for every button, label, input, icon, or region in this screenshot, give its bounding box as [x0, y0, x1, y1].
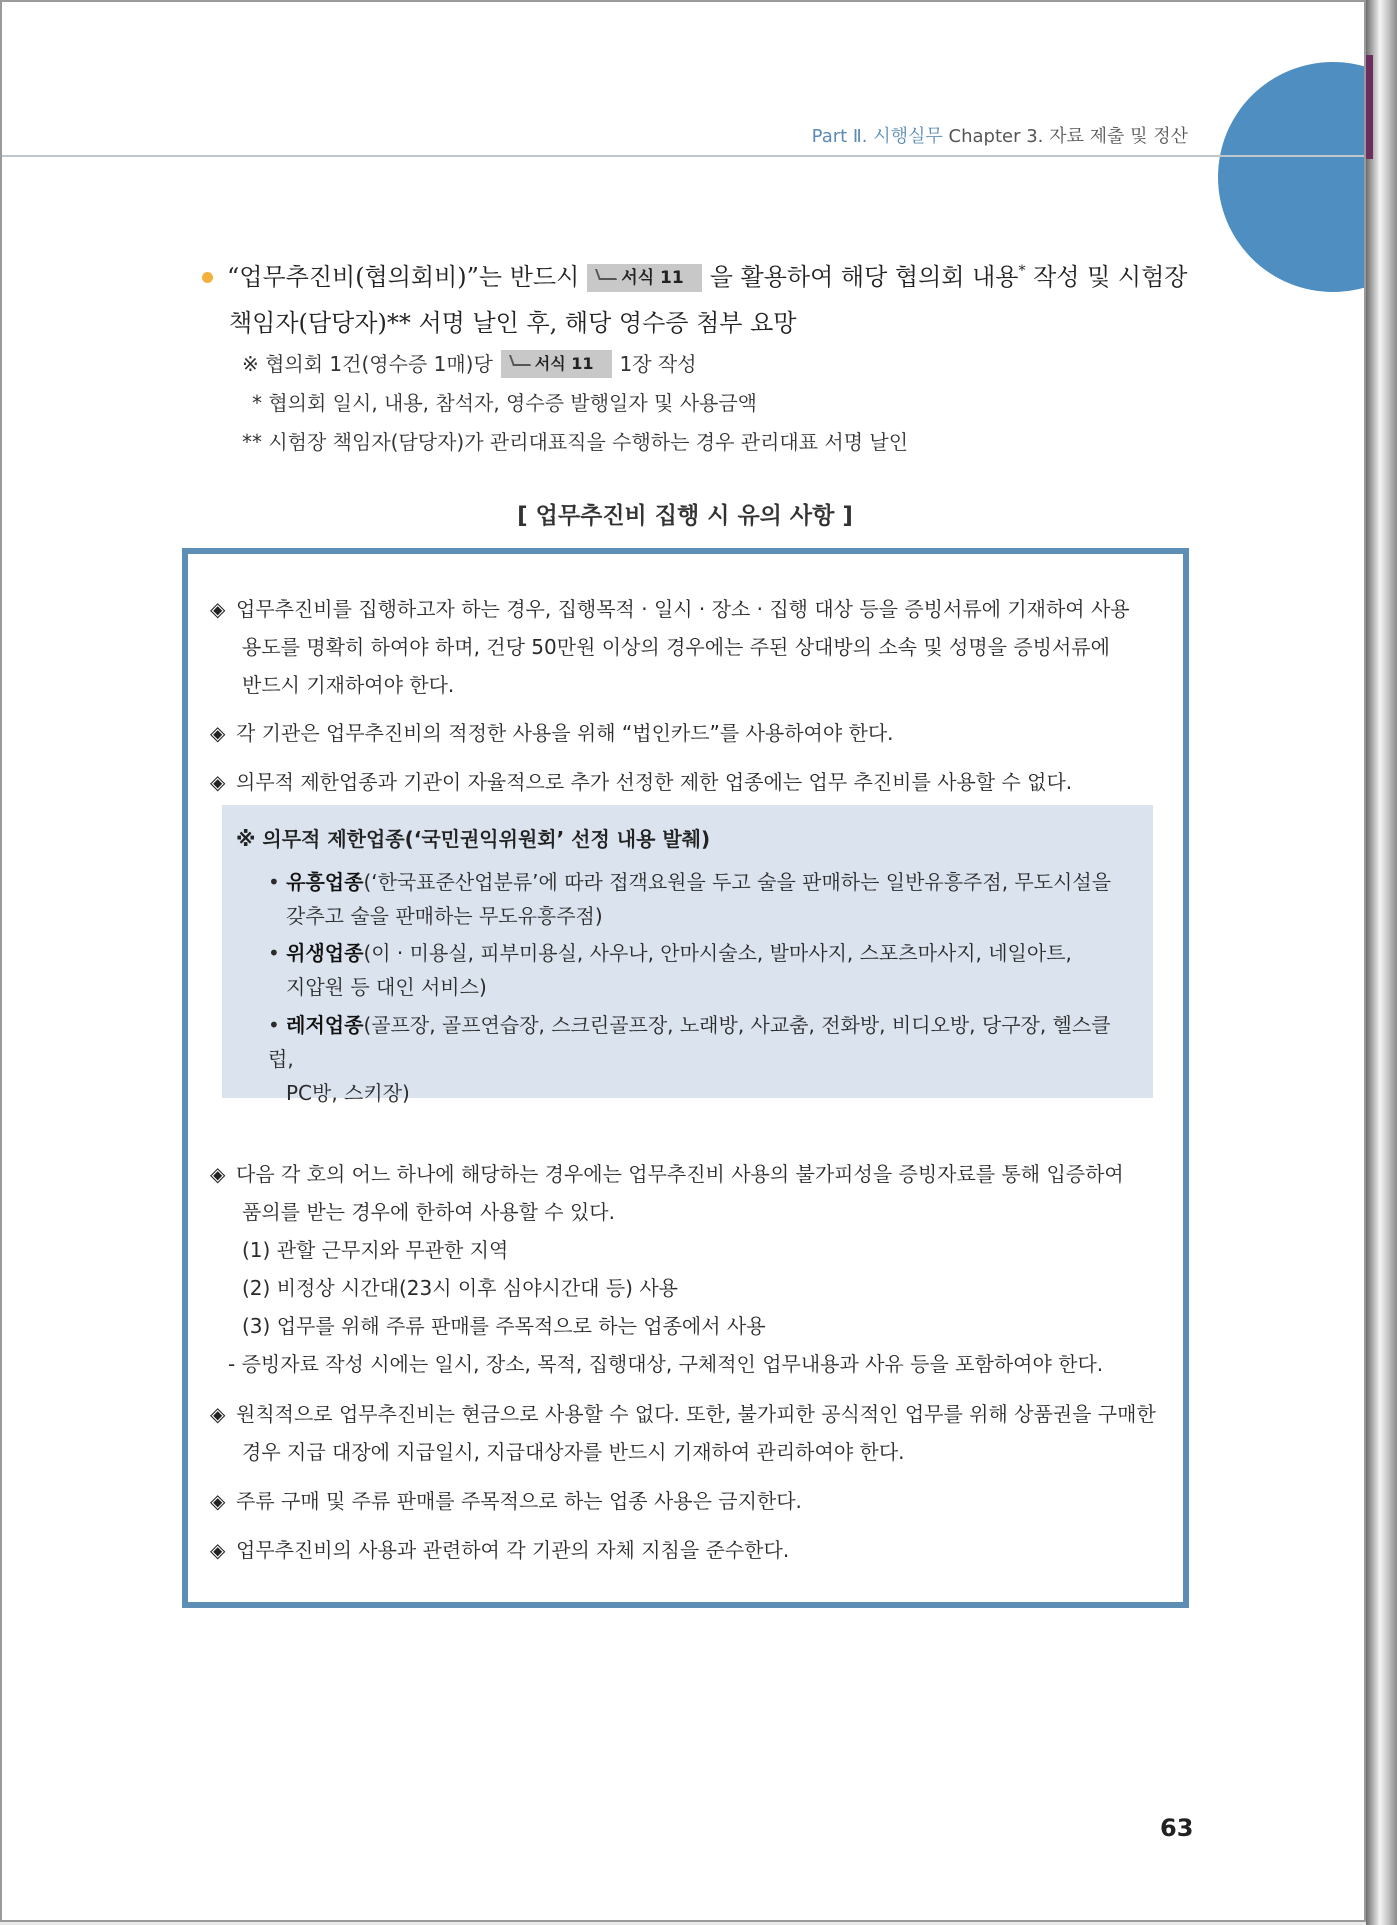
caution-subitem: (3) 업무를 위해 주류 판매를 주목적으로 하는 업종에서 사용	[242, 1314, 766, 1338]
diamond-icon: ◈	[210, 1489, 226, 1513]
form-badge: 서식 11	[501, 350, 612, 378]
running-header	[812, 122, 1188, 148]
diamond-icon: ◈	[210, 770, 226, 794]
restricted-item: • 유흥업종(‘한국표준산업분류’에 따라 접객요원을 두고 술을 판매하는 일반유흥주점, 무도시설을 갖추고 술을 판매하는 무도유흥주점)	[268, 870, 1112, 928]
diamond-icon: ◈	[210, 721, 226, 745]
caution-item: ◈ 다음 각 호의 어느 하나에 해당하는 경우에는 업무추진비 사용의 불가피성을 증빙자료를 통해 입증하여 품의를 받는 경우에 한하여 사용할 수 있다.	[210, 1155, 1160, 1231]
page-number: 63	[1160, 1814, 1194, 1842]
caution-item: ◈ 의무적 제한업종과 기관이 자율적으로 추가 선정한 제한 업종에는 업무 추진비를 사용할 수 없다.	[210, 763, 1160, 801]
header-part: Part Ⅱ. 시행실무	[811, 126, 943, 147]
note-line: ** 시험장 책임자(담당자)가 관리대표직을 수행하는 경우 관리대표 서명 날인	[242, 430, 909, 454]
notes	[242, 345, 908, 462]
diamond-icon: ◈	[210, 1538, 226, 1562]
caution-box	[182, 548, 1189, 1608]
header-chapter: Chapter 3. 자료 제출 및 정산	[948, 126, 1188, 147]
caution-subitem: (2) 비정상 시간대(23시 이후 심야시간대 등) 사용	[242, 1276, 678, 1300]
restricted-title: ※ 의무적 제한업종(‘국민권익위원회’ 선정 내용 발췌)	[236, 827, 711, 851]
restricted-item: • 레저업종(골프장, 골프연습장, 스크린골프장, 노래방, 사교춤, 전화방, 비디오방, 당구장, 헬스클럽, PC방, 스키장)	[268, 1013, 1111, 1105]
diamond-icon: ◈	[210, 597, 226, 621]
caution-item: ◈ 원칙적으로 업무추진비는 현금으로 사용할 수 없다. 또한, 불가피한 공식적인 업무를 위해 상품권을 구매한 경우 지급 대장에 지급일시, 지급대상자를 반드시 기재하여 관리하여야 한다.	[210, 1395, 1160, 1471]
section-tab	[1366, 55, 1373, 159]
page-stack-edge	[1366, 0, 1397, 1925]
caution-item: ◈ 업무추진비를 집행하고자 하는 경우, 집행목적 · 일시 · 장소 · 집행 대상 등을 증빙서류에 기재하여 사용 용도를 명확히 하여야 하며, 건당 50만원 이상의 경우에는 주된 상대방의 소속 및 성명을 증빙서류에 반드시 기재하여야 한다.	[210, 590, 1160, 704]
caution-subitem: (1) 관할 근무지와 무관한 지역	[242, 1238, 509, 1262]
caution-item: ◈ 주류 구매 및 주류 판매를 주목적으로 하는 업종 사용은 금지한다.	[210, 1482, 1160, 1520]
box-title: [ 업무추진비 집행 시 유의 사항 ]	[517, 503, 853, 529]
note-line: ※ 협의회 1건(영수증 1매)당 서식 11 1장 작성	[242, 352, 697, 376]
restricted-industries-panel	[222, 805, 1153, 1105]
diamond-icon: ◈	[210, 1402, 226, 1426]
caution-item: ◈ 각 기관은 업무추진비의 적정한 사용을 위해 “법인카드”를 사용하여야 한다.	[210, 714, 1160, 752]
caution-note: - 증빙자료 작성 시에는 일시, 장소, 목적, 집행대상, 구체적인 업무내용과 사유 등을 포함하여야 한다.	[228, 1352, 1104, 1376]
header-rule	[2, 155, 1366, 157]
note-line: * 협의회 일시, 내용, 참석자, 영수증 발행일자 및 사용금액	[252, 391, 757, 415]
header-decoration-circle	[1218, 62, 1366, 292]
caution-item: ◈ 업무추진비의 사용과 관련하여 각 기관의 자체 지침을 준수한다.	[210, 1531, 1160, 1569]
form-badge: 서식 11	[587, 264, 701, 292]
restricted-item: • 위생업종(이 · 미용실, 피부미용실, 사우나, 안마시술소, 발마사지, 스포츠마사지, 네일아트, 지압원 등 대인 서비스)	[268, 941, 1072, 999]
diamond-icon: ◈	[210, 1162, 226, 1186]
bullet-dot-icon	[202, 272, 213, 283]
main-bullet: “업무추진비(협의회비)”는 반드시 서식 11 을 활용하여 해당 협의회 내용* 작성 및 시험장 책임자(담당자)** 서명 날인 후, 해당 영수증 첨부 요망	[202, 248, 1192, 346]
